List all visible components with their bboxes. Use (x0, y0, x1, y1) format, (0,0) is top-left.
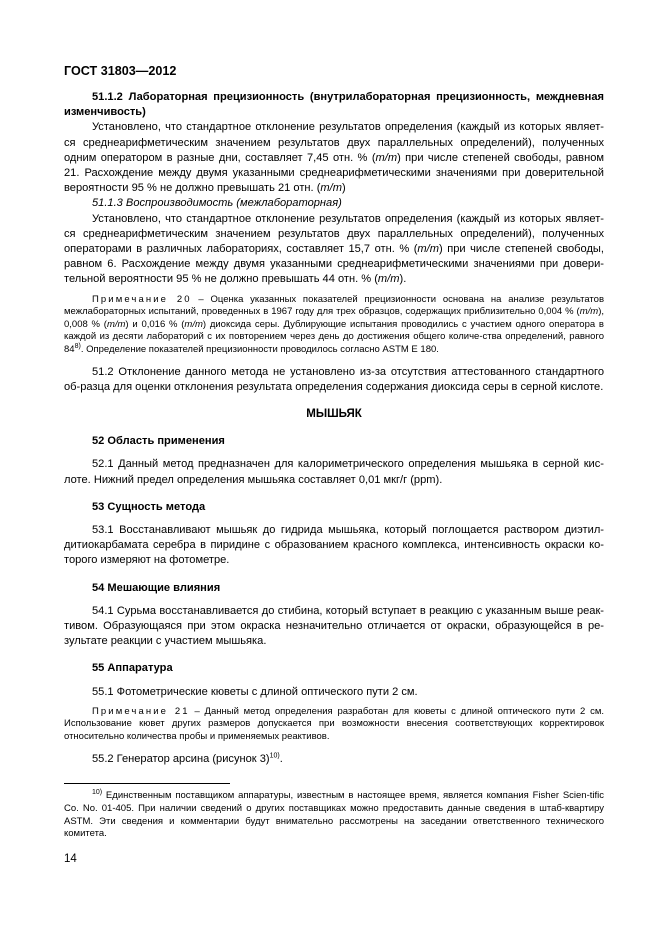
clause-52-1-text: 52.1 Данный метод предназначен для калориметрического определения мышьяка в серной кис-лоте. Нижний предел определения мышьяка составляет 0,01 мкг/г (ppm). (64, 458, 604, 486)
note-21: Примечание 21 – Данный метод определения разработан для кюветы с длиной оптического пути 2 см. Использование кювет других размеров допускается при возможности внесения соответствующих корректировок относительно количества пробы и применяемых реактивов. (64, 705, 604, 743)
page-number: 14 (64, 853, 77, 865)
clause-51-2-text: 51.2 Отклонение данного метода не установлено из-за отсутствия аттестованного стандартного об-разца для оценки отклонения результата определения содержания диоксида серы в серной кислоте. (64, 365, 604, 393)
document-body (64, 90, 604, 767)
clause-51-1-3-title: 51.1.3 Воспроизводимость (межлабораторная) (92, 197, 342, 210)
clause-55-2-text: 55.2 Генератор арсина (рисунок 3)$^{10)}$. (92, 751, 283, 765)
document-id-header: ГОСТ 31803—2012 (64, 64, 177, 78)
section-52-title: 52 Область применения (92, 435, 225, 448)
section-53-title: 53 Сущность метода (92, 500, 206, 513)
footnote-separator (64, 783, 230, 784)
clause-53-1-text: 53.1 Восстанавливают мышьяк до гидрида мышьяка, который поглощается раствором диэтил-дитиокарбамата серебра в пиридине с образованием красного комплекса, интенсивность окраски ко-торого измеряют на фотометре. (64, 524, 604, 567)
section-54-title: 54 Мешающие влияния (92, 581, 221, 594)
clause-55-1-text: 55.1 Фотометрические кюветы с длиной оптического пути 2 см. (92, 685, 418, 698)
clause-51-1-2-title: 51.1.2 Лабораторная прецизионность (внутрилабораторная прецизионность, междневная изменчивость) (64, 91, 604, 119)
section-55-title: 55 Аппаратура (92, 662, 173, 675)
note-20: Примечание 20 – Оценка указанных показателей прецизионности основана на анализе результатов межлабораторных испытаний, проведенных в 1967 году для трех образцов, содержащих приблизительно 0,004 % (m/m), 0,008 % (m/m) и 0,016 % (m/m) диоксида серы. Дублирующие испытания проводились с участием одного оператора в каждой из десяти лабораторий с их повторением через день до достижения общего количе-ства определений, равного 84$^{8)}$. Определение показателей прецизионности проводилось согласно ASTM E 180. (64, 293, 604, 356)
footnote-10: $^{10)}$ Единственным поставщиком аппаратуры, известным в настоящее время, является компания Fisher Scien-tific Co. No. 01-405. При наличии сведений о других поставщиках можно предоставить данные сведения в штаб-квартиру ASTM. Эти сведения и комментарии будут внимательно рассмотрены на заседании ответственного технического комитета. (64, 788, 604, 840)
section-title-arsenic: МЫШЬЯК (306, 408, 362, 421)
clause-51-1-2-text: Установлено, что стандартное отклонение результатов определения (каждый из которых являет-ся среднеарифметическим значением результатов двух параллельных определений), полученных одним оператором в разные дни, составляет 7,45 отн. % (m/m) при числе степеней свободы, равном 21. Расхождение между двумя указанными среднеарифметическими значениями при доверительной вероятности 95 % не должно превышать 21 отн. (m/m) (64, 121, 605, 195)
clause-51-1-3-text: Установлено, что стандартное отклонение результатов определения (каждый из которых являет-ся среднеарифметическим значением результатов двух параллельных определений), полученных операторами в различных лабораториях, составляет 15,7 отн. % (m/m) при числе степеней свободы, равном 6. Расхождение между двумя указанными среднеарифметическими значениями при довери-тельной вероятности 95 % не должно превышать 44 отн. % (m/m). (64, 212, 604, 286)
clause-54-1-text: 54.1 Сурьма восстанавливается до стибина, который вступает в реакцию с указанным выше реак-тивом. Образующаяся при этом окраска незначительно отличается от окраски, образующейся в ре-зультате реакции с участием мышьяка. (64, 604, 604, 648)
